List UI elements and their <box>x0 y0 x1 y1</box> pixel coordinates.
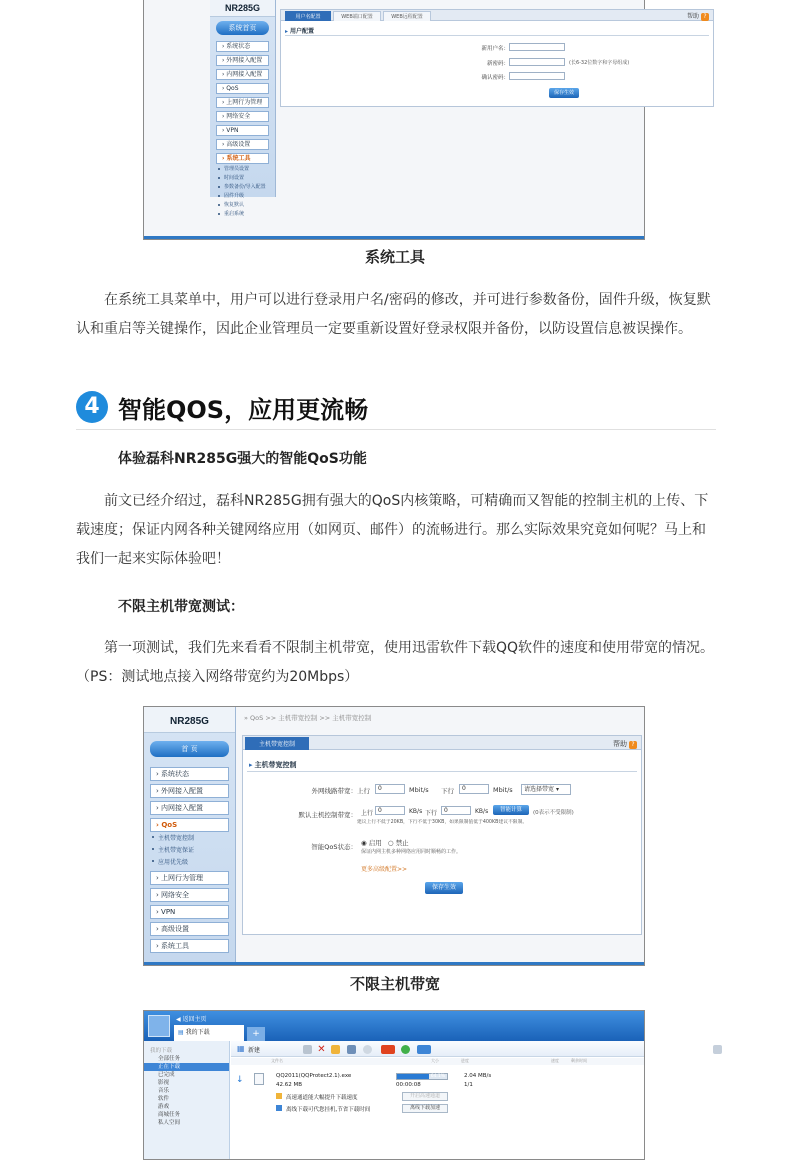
caption-unlimited-bandwidth: 不限主机带宽 <box>349 975 440 993</box>
confirm-password-label: 确认密码： <box>481 75 509 81</box>
connection-count: 1/1 <box>464 1082 473 1088</box>
speedup-icon <box>276 1093 282 1099</box>
add-tab-button[interactable]: + <box>247 1027 265 1041</box>
remaining-time: 00:00:08 <box>396 1082 421 1088</box>
menu-item[interactable]: › 系统工具 <box>150 939 229 953</box>
subheading-unlimited-test: 不限主机带宽测试： <box>118 599 244 615</box>
host-bandwidth-note: 建议上行不低于20KB，下行不低于30KB，如果限制值低于400KB建议不限制。 <box>357 820 528 825</box>
menu-item[interactable]: › 高级设置 <box>150 922 229 936</box>
menu-item[interactable]: › 高级设置 <box>216 139 269 150</box>
menu-item[interactable]: › 内网接入配置 <box>150 801 229 815</box>
menu-item[interactable]: › 上网行为管理 <box>216 97 269 108</box>
col-header-remaining: 剩余时间 <box>571 1058 587 1063</box>
tab-host-bandwidth[interactable]: 主机带宽控制 <box>245 737 309 750</box>
help-link[interactable] <box>687 11 709 21</box>
submenu-item[interactable]: 管理员设置 <box>218 165 267 173</box>
offline-hint: 离线下载可代您挂机,节省下载时间 <box>286 1107 371 1113</box>
submenu-item[interactable]: 重启系统 <box>218 210 267 218</box>
col-header-speed: 速度 <box>551 1058 559 1063</box>
router-logo-2: NR285G <box>144 707 235 733</box>
wan-down-unit: Mbit/s <box>493 786 513 794</box>
menu-item[interactable]: › 系统状态 <box>216 41 269 52</box>
tab-web-port[interactable]: WEB端口配置 <box>333 11 381 21</box>
section-heading <box>76 390 368 424</box>
menu-item[interactable]: › 网络安全 <box>150 888 229 902</box>
wan-down-label: 下行 <box>441 787 454 795</box>
tab-username[interactable]: 用户名配置 <box>285 11 331 21</box>
caption-system-tools: 系统工具 <box>364 248 425 266</box>
dm-column-headers <box>231 1058 644 1065</box>
wan-up-label: 上行 <box>357 787 370 795</box>
screenshot-download-manager <box>143 1010 645 1160</box>
pause-icon[interactable] <box>303 1045 312 1054</box>
dm-sidebar-item: 我的下载 <box>150 1048 173 1054</box>
download-arrow-icon: ↓ <box>236 1075 244 1085</box>
router-sidebar <box>210 0 276 217</box>
menu-item[interactable]: › 网络安全 <box>216 111 269 122</box>
download-progress-fill <box>397 1074 429 1079</box>
new-password-label: 新密码： <box>486 61 509 67</box>
host-up-unit: KB/s <box>409 808 423 815</box>
dm-sidebar-item[interactable]: 已完成 <box>158 1072 175 1078</box>
speedup-hint: 高速通道能大幅提升下载速度 <box>286 1095 358 1101</box>
dm-sidebar-item[interactable]: 游戏 <box>158 1104 170 1110</box>
home-button-2[interactable]: 首 页 <box>150 741 229 757</box>
screenshot-bandwidth-control <box>143 706 645 966</box>
save-button-2[interactable]: 保存生效 <box>425 882 463 894</box>
enable-fast-channel-button[interactable]: 开启高速通道 <box>402 1092 448 1101</box>
col-header-progress: 进度 <box>461 1058 469 1063</box>
confirm-password-input[interactable] <box>509 72 565 80</box>
host-down-label: 下行 <box>425 810 438 817</box>
help-label: 帮助 <box>686 13 699 20</box>
dm-sidebar-item[interactable]: 影视 <box>158 1080 170 1086</box>
dm-sidebar-item[interactable]: 软件 <box>158 1096 170 1102</box>
dm-sidebar-item[interactable]: 商城任务 <box>158 1112 181 1118</box>
wan-up-unit: Mbit/s <box>409 786 429 794</box>
host-up-input[interactable]: 0 <box>375 806 405 815</box>
router-logo: NR285G <box>210 0 275 17</box>
menu-item[interactable]: › 系统状态 <box>150 767 229 781</box>
help-link-2[interactable] <box>613 739 637 749</box>
submenu-item[interactable]: 应用优先级 <box>152 857 227 868</box>
menu-item[interactable]: › VPN <box>150 905 229 919</box>
bandwidth-panel <box>242 735 642 935</box>
qos-disable-label: 禁止 <box>395 839 409 847</box>
host-bandwidth-label: 默认主机控制带宽： <box>298 811 357 819</box>
chevron-down-icon: ▾ <box>555 786 559 793</box>
menu-item[interactable]: › QoS <box>216 83 269 94</box>
vip-icon[interactable] <box>381 1045 395 1054</box>
col-header-name: 文件名 <box>271 1058 283 1063</box>
offline-icon <box>276 1105 282 1111</box>
dm-sidebar-item[interactable]: 私人空间 <box>158 1120 181 1126</box>
new-task-icon: ▦ <box>237 1044 245 1053</box>
menu-item[interactable]: › VPN <box>216 125 269 136</box>
submenu-item[interactable]: 参数备份/导入配置 <box>218 183 267 191</box>
menu-item[interactable]: › 外网接入配置 <box>150 784 229 798</box>
tab-bar-2 <box>243 736 641 750</box>
config-panel <box>280 9 714 107</box>
grid-icon[interactable] <box>417 1045 431 1054</box>
host-bandwidth-hint: (0表示不受限制) <box>533 810 574 816</box>
more-settings-link[interactable]: 更多高级配置>> <box>361 866 408 873</box>
menu-item[interactable]: › 外网接入配置 <box>216 55 269 66</box>
new-password-input[interactable] <box>509 58 565 66</box>
dm-sidebar-item[interactable]: 正在下载 <box>144 1063 229 1071</box>
smart-calc-button[interactable]: 智能计算 <box>493 805 529 815</box>
tab-bar <box>281 10 713 21</box>
tab-web-remote[interactable]: WEB远程配置 <box>383 11 431 21</box>
tab-my-downloads-label: 我的下载 <box>185 1029 210 1036</box>
download-progress-bar <box>396 1073 448 1080</box>
wan-bandwidth-label: 外网线路带宽： <box>311 787 357 795</box>
help-icon-2: ? <box>629 741 637 749</box>
menu-item[interactable]: › 内网接入配置 <box>216 69 269 80</box>
list-icon[interactable] <box>347 1045 356 1054</box>
paragraph-qos-intro: 前文已经介绍过，磊科NR285G拥有强大的QoS内核策略，可精确而又智能的控制主机的上传、下载速度；保证内网各种关键网络应用（如网页、邮件）的流畅进行。那么实际效果究竟如何呢？马上和我们一起来实际体验吧！ <box>76 493 709 567</box>
offline-download-button[interactable]: 离线下载加速 <box>402 1104 448 1113</box>
password-note: (长6-32位数字和字母组成) <box>569 60 630 66</box>
paragraph-system-tools: 在系统工具菜单中，用户可以进行登录用户名/密码的修改，并可进行参数备份，固件升级，恢复默认和重启等关键操作，因此企业管理员一定要重新设置好登录权限并备份，以防设置信息被误操作。 <box>76 292 711 337</box>
submenu-item[interactable]: 固件升级 <box>218 192 267 200</box>
screenshot-system-tools <box>143 0 707 240</box>
section-title: ▸ 用户配置 <box>285 26 314 35</box>
new-task-button[interactable]: 新建 <box>248 1047 261 1054</box>
download-progress-text: 64.1% <box>430 1074 445 1079</box>
submenu-item[interactable]: 主机带宽控制 <box>152 833 227 844</box>
refresh-icon[interactable] <box>401 1045 410 1054</box>
dm-sidebar-list <box>144 1041 229 1127</box>
heading-divider <box>76 429 716 430</box>
menu-item[interactable]: › 上网行为管理 <box>150 871 229 885</box>
monitor-icon[interactable] <box>713 1045 722 1054</box>
router-menu <box>210 41 275 218</box>
host-up-label: 上行 <box>361 810 374 817</box>
bottom-bar-2 <box>144 962 644 965</box>
section-number-badge: 4 <box>76 391 108 423</box>
help-icon: ? <box>701 13 709 21</box>
breadcrumb: » QoS >> 主机带宽控制 >> 主机带宽控制 <box>244 714 372 722</box>
download-speed: 2.04 MB/s <box>464 1073 492 1079</box>
section-heading-text: 智能QOS，应用更流畅 <box>118 395 369 424</box>
dm-back-link[interactable]: ◀ 返回主页 <box>176 1016 207 1023</box>
new-username-input[interactable] <box>509 43 565 51</box>
qos-enable-label: 启用 <box>368 839 382 847</box>
submenu-item[interactable]: 时间设置 <box>218 174 267 182</box>
host-down-unit: KB/s <box>475 808 489 815</box>
new-username-label: 新用户名： <box>481 46 509 52</box>
menu-item[interactable]: › 系统工具 <box>216 153 269 164</box>
section-title-2: ▸ 主机带宽控制 <box>249 760 297 770</box>
qos-disable-radio[interactable]: ○ <box>387 839 394 847</box>
download-folder-icon: ▤ <box>178 1029 184 1036</box>
tab-my-downloads[interactable] <box>174 1025 244 1041</box>
save-button[interactable]: 保存生效 <box>549 88 579 98</box>
wan-up-input[interactable]: 0 <box>375 784 405 794</box>
folder-icon[interactable] <box>331 1045 340 1054</box>
bandwidth-select[interactable] <box>521 784 571 795</box>
bottom-bar <box>144 236 644 239</box>
section-divider-2 <box>247 771 637 772</box>
home-button[interactable]: 系统首页 <box>216 21 269 35</box>
paragraph-unlimited-test: 第一项测试，我们先来看看不限制主机带宽，使用迅雷软件下载QQ软件的速度和使用带宽的情况。（PS：测试地点接入网络带宽约为20Mbps） <box>76 640 715 685</box>
file-icon <box>254 1073 264 1085</box>
menu-item-qos[interactable]: › QoS <box>150 818 229 832</box>
qos-status-label: 智能QoS状态： <box>311 843 357 851</box>
subheading-qos: 体验磊科NR285G强大的智能QoS功能 <box>118 451 367 467</box>
wan-down-input[interactable]: 0 <box>459 784 489 794</box>
qos-enable-radio[interactable]: ◉ <box>361 839 367 847</box>
dm-titlebar <box>144 1011 644 1041</box>
router-sidebar-2 <box>144 707 236 965</box>
dm-sidebar <box>144 1041 230 1159</box>
host-down-input[interactable]: 0 <box>441 806 471 815</box>
help-label-2: 帮助 <box>613 740 627 748</box>
file-size: 42.62 MB <box>276 1082 303 1088</box>
section-divider <box>285 35 709 36</box>
settings-icon[interactable] <box>363 1045 372 1054</box>
submenu-item[interactable]: 恢复默认 <box>218 201 267 209</box>
dm-toolbar <box>231 1041 644 1057</box>
bandwidth-select-value: 请选择带宽 <box>524 786 555 793</box>
avatar[interactable] <box>148 1015 170 1037</box>
file-name: QQ2011(QQProtect2.1).exe <box>276 1073 352 1079</box>
dm-sidebar-item[interactable]: 全部任务 <box>158 1056 181 1062</box>
qos-radio-group <box>361 838 409 847</box>
router-menu-2 <box>144 767 235 953</box>
col-header-size: 大小 <box>431 1058 439 1063</box>
submenu-item[interactable]: 主机带宽保证 <box>152 845 227 856</box>
dm-sidebar-item[interactable]: 音乐 <box>158 1088 170 1094</box>
delete-icon[interactable]: ✕ <box>317 1044 326 1055</box>
qos-note: 保证内网主机多种网络应用同时顺畅的工作。 <box>361 849 462 855</box>
